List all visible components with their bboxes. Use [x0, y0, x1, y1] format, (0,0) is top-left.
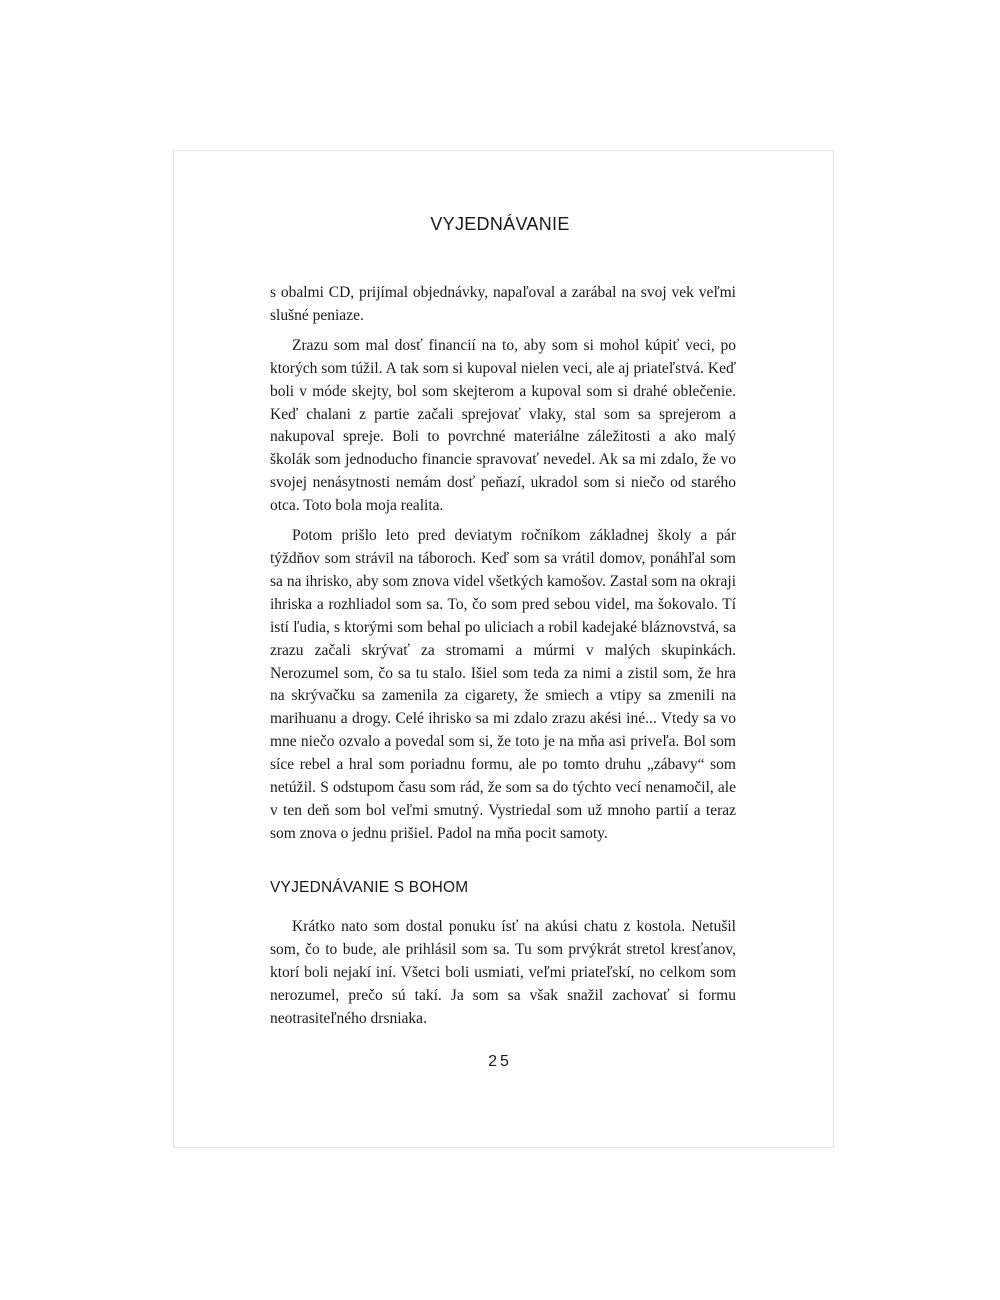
page-number: 25	[488, 1053, 512, 1070]
paragraph: Potom prišlo leto pred deviatym ročníkom základnej školy a pár týždňov som strávil na táboroch. Keď som sa vrátil domov, ponáhľal som sa na ihrisko, aby som znova videl všetkých kamošov. Zastal som na okraji ihriska a rozhliadol som sa. To, čo som pred sebou videl, ma šokovalo. Tí istí ľudia, s ktorými som behal po uliciach a robil kadejaké bláznovstvá, sa zrazu začali skrývať za stromami a múrmi v malých skupinkách. Nerozumel som, čo sa tu stalo. Išiel som teda za nimi a zistil som, že hra na skrývačku sa zamenila za cigarety, že smiech a vtipy sa zmenili na marihuanu a drogy. Celé ihrisko sa mi zdalo zrazu akési iné... Vtedy sa vo mne niečo ozvalo a povedal som si, že toto je na mňa asi priveľa. Bol som síce rebel a hral som poriadnu formu, ale po tomto druhu „zábavy“ som netúžil. S odstupom času som rád, že som sa do týchto vecí nenamočil, ale v ten deň som bol veľmi smutný. Vystriedal som už mnoho partií a teraz som znova o jednu prišiel. Padol na mňa pocit samoty.	[270, 527, 736, 842]
body-text-top	[270, 282, 736, 853]
running-head: VYJEDNÁVANIE	[430, 214, 570, 234]
paragraph: Krátko nato som dostal ponuku ísť na akúsi chatu z kostola. Netušil som, čo to bude, ale prihlásil som sa. Tu som prvýkrát stretol kresťanov, ktorí boli nejakí iní. Všetci boli usmiati, veľmi priateľskí, no celkom som nerozumel, prečo sú takí. Ja som sa však snažil zachovať si formu neotrasiteľného drsniaka.	[270, 918, 736, 1027]
paragraph: Zrazu som mal dosť financií na to, aby som si mohol kúpiť veci, po ktorých som túžil. A tak som si kupoval nielen veci, ale aj priateľstvá. Keď boli v móde skejty, bol som skejterom a kupoval som si drahé oblečenie. Keď chalani z partie začali sprejovať vlaky, stal som sa sprejerom a nakupoval spreje. Boli to povrchné materiálne záležitosti a ako malý školák som jednoducho financie spravovať nevedel. Ak sa mi zdalo, že vo svojej nenásytnosti nemám dosť peňazí, ukradol som si niečo od starého otca. Toto bola moja realita.	[270, 336, 736, 515]
body-text-bottom	[270, 916, 736, 1038]
section-heading: VYJEDNÁVANIE S BOHOM	[270, 879, 469, 896]
paragraph: s obalmi CD, prijímal objednávky, napaľoval a zarábal na svoj vek veľmi slušné peniaze.	[270, 284, 736, 324]
